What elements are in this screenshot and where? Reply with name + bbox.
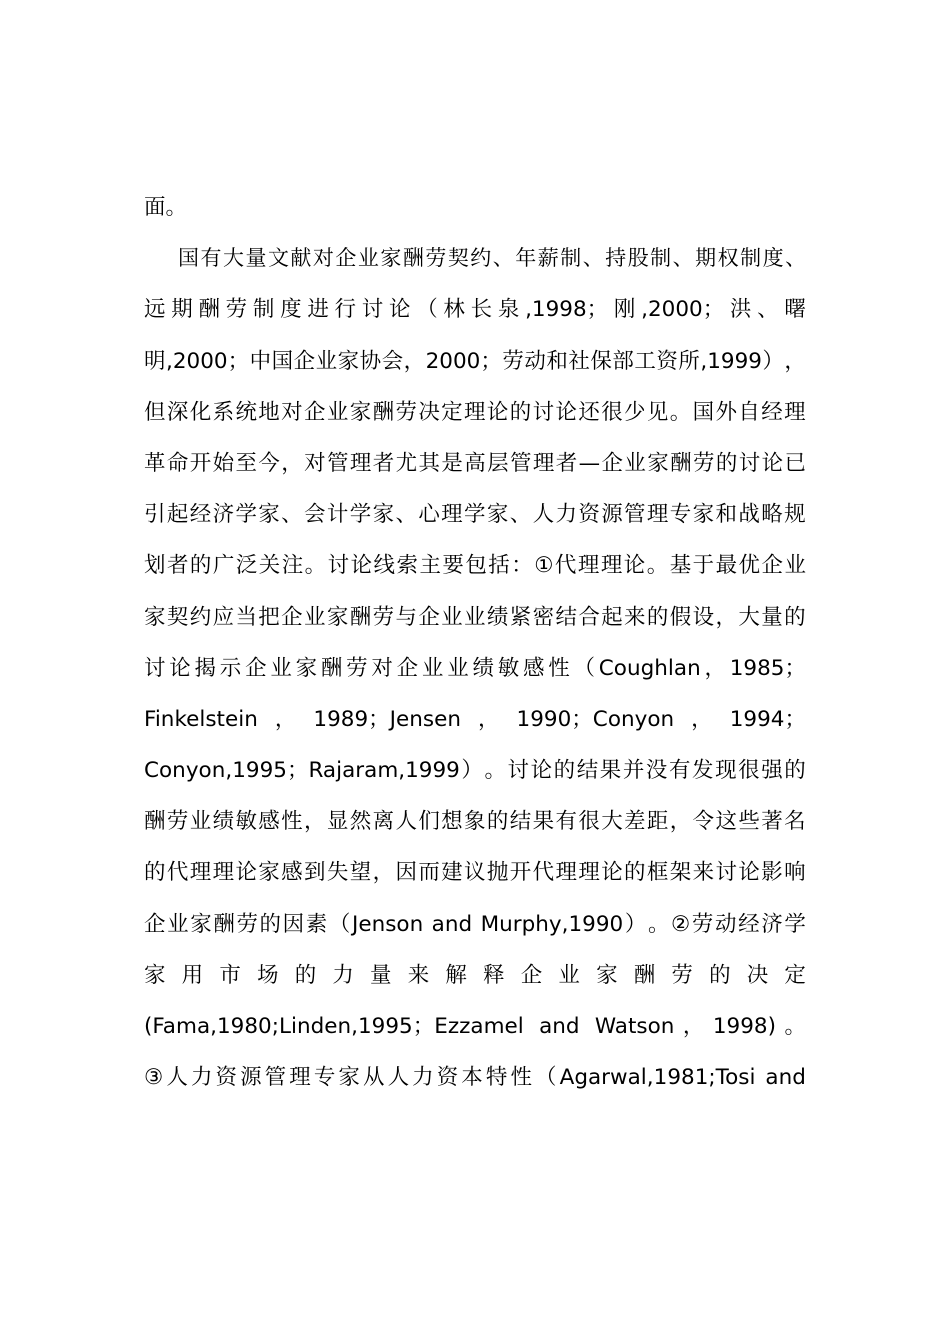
text-line-15: 企业家酬劳的因素（Jenson and Murphy,1990）。②劳动经济学 bbox=[144, 911, 806, 937]
text-line-11: Finkelstein，1989；Jensen，1990；Conyon，1994； bbox=[144, 706, 806, 732]
text-line-6: 革命开始至今，对管理者尤其是高层管理者—企业家酬劳的讨论已 bbox=[144, 450, 806, 476]
text-line-14: 的代理理论家感到失望，因而建议抛开代理理论的框架来讨论影响 bbox=[144, 860, 806, 886]
text-line-10: 讨论揭示企业家酬劳对企业业绩敏感性（Coughlan，1985； bbox=[144, 655, 806, 681]
text-line-18: ③人力资源管理专家从人力资本特性（Agarwal,1981;Tosi and bbox=[144, 1065, 806, 1091]
body-text bbox=[144, 182, 806, 1103]
text-line-16: 家用市场的力量来解释企业家酬劳的决定 bbox=[144, 962, 806, 988]
text-line-12: Conyon,1995；Rajaram,1999）。讨论的结果并没有发现很强的 bbox=[144, 758, 806, 784]
text-line-9: 家契约应当把企业家酬劳与企业业绩紧密结合起来的假设，大量的 bbox=[144, 604, 806, 630]
text-line-5: 但深化系统地对企业家酬劳决定理论的讨论还很少见。国外自经理 bbox=[144, 399, 806, 425]
text-line-1: 面。 bbox=[144, 195, 188, 220]
text-line-7: 引起经济学家、会计学家、心理学家、人力资源管理专家和战略规 bbox=[144, 502, 806, 528]
text-line-13: 酬劳业绩敏感性，显然离人们想象的结果有很大差距，令这些著名 bbox=[144, 809, 806, 835]
text-line-17: (Fama,1980;Linden,1995；Ezzamel and Watson，1998)。 bbox=[144, 1014, 806, 1039]
text-line-4: 明,2000；中国企业家协会，2000；劳动和社保部工资所,1999）， bbox=[144, 348, 806, 374]
text-line-8: 划者的广泛关注。讨论线索主要包括：①代理理论。基于最优企业 bbox=[144, 553, 806, 579]
text-line-2: 国有大量文献对企业家酬劳契约、年薪制、持股制、期权制度、 bbox=[178, 246, 807, 271]
text-line-3: 远期酬劳制度进行讨论（林长泉,1998；刚,2000；洪、曙 bbox=[144, 297, 806, 323]
